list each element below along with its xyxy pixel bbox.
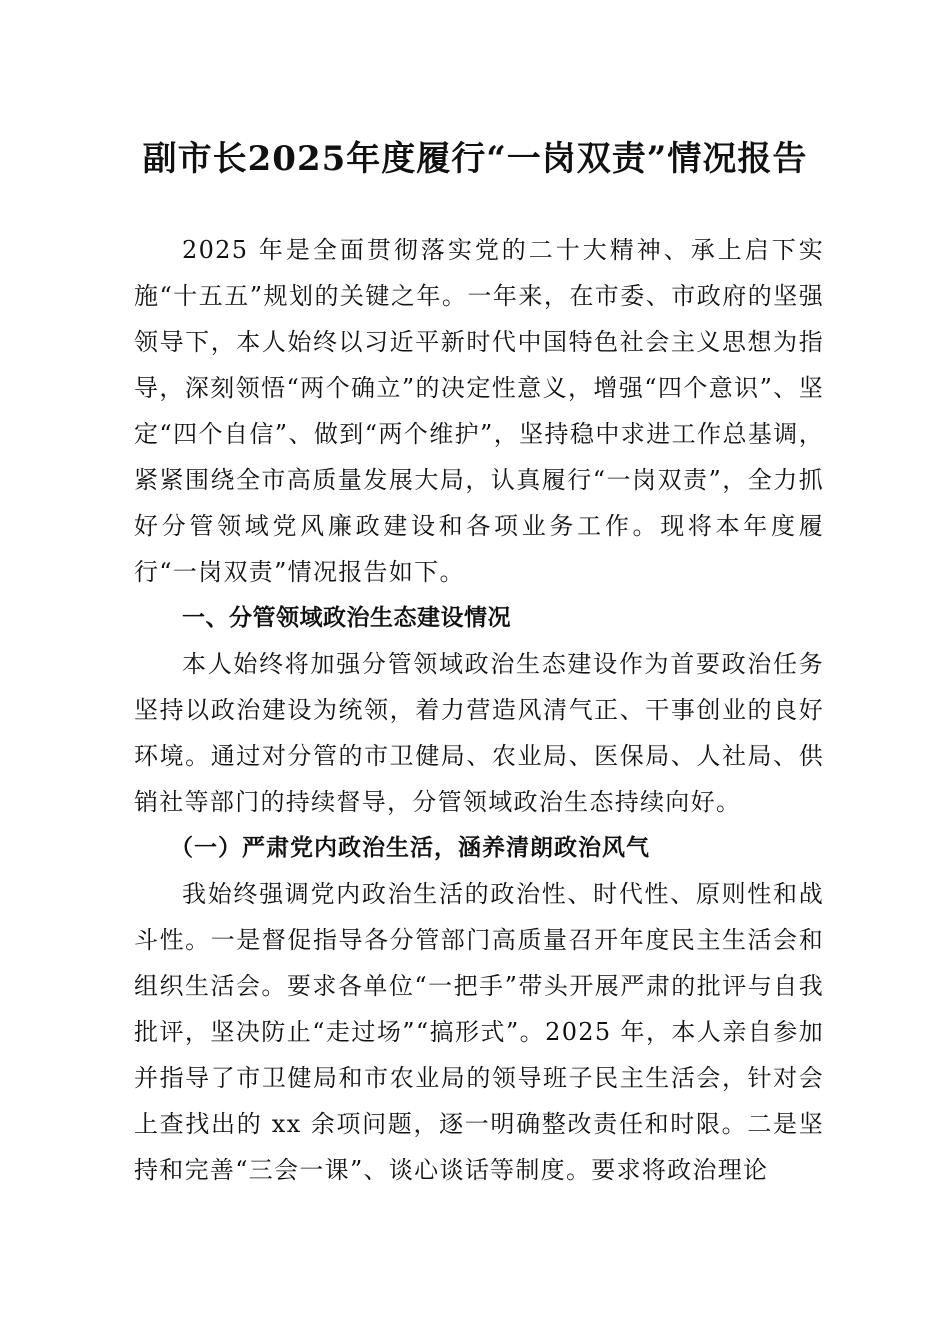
- subsection-1-paragraph: 我始终强调党内政治生活的政治性、时代性、原则性和战斗性。一是督促指导各分管部门高质量召开年度民主生活会和组织生活会。要求各单位“一把手”带头开展严肃的批评与自我批评，坚决防止“走过场”“搞形式”。2025 年，本人亲自参加并指导了市卫健局和市农业局的领导班子民主生活会，针对会上查找出的 xx 余项问题，逐一明确整改责任和时限。二是坚持和完善“三会一课”、谈心谈话等制度。要求将政治理论: [134, 880, 824, 1184]
- subsection-heading-1: （一）严肃党内政治生活，涵养清朗政治风气: [170, 834, 650, 861]
- section-heading-1: 一、分管领域政治生态建设情况: [182, 605, 511, 631]
- document-body: [134, 227, 824, 1193]
- section-1-paragraph: 本人始终将加强分管领域政治生态建设作为首要政治任务坚持以政治建设为统领，着力营造风清气正、干事创业的良好环境。通过对分管的市卫健局、农业局、医保局、人社局、供销社等部门的持续督导，分管领域政治生态持续向好。: [134, 650, 824, 816]
- document-title: 副市长2025年度履行“一岗双责”情况报告: [142, 139, 808, 179]
- intro-paragraph: 2025 年是全面贯彻落实党的二十大精神、承上启下实施“十五五”规划的关键之年。一年来，在市委、市政府的坚强领导下，本人始终以习近平新时代中国特色社会主义思想为指导，深刻领悟“两个确立”的决定性意义，增强“四个意识”、坚定“四个自信”、做到“两个维护”，坚持稳中求进工作总基调，紧紧围绕全市高质量发展大局，认真履行“一岗双责”，全力抓好分管领域党风廉政建设和各项业务工作。现将本年度履行“一岗双责”情况报告如下。: [134, 236, 824, 586]
